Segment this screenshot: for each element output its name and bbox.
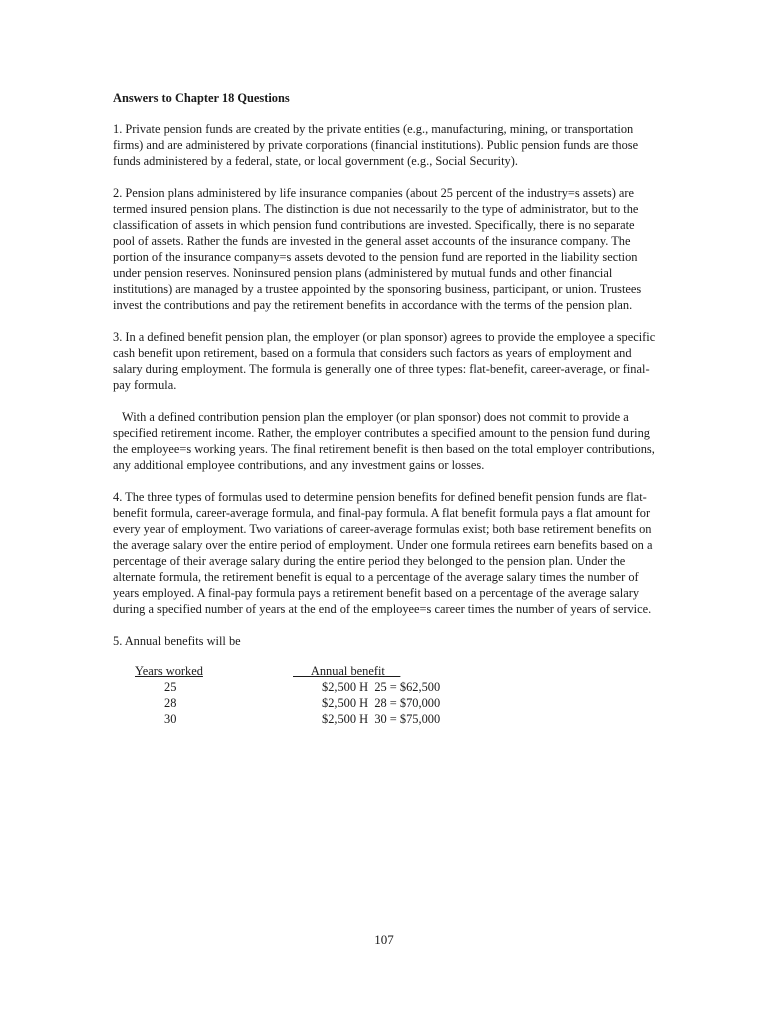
years-cell: 25 — [164, 680, 177, 694]
answer-paragraph-4: 4. The three types of formulas used to determine pension benefits for defined benefit pension funds are flat-benefit formula, career-average formula, and final-pay formula. A flat benefit formula pays a flat amount for every year of employment. Two variations of career-average formulas exist; both base retirement benefits on the average salary over the entire period of employment. Under one formula retirees earn benefits based on a percentage of their average salary during the entire period they belonged to the pension plan. Under the alternate formula, the retirement benefit is equal to a percentage of the average salary times the number of years employed. A final-pay formula pays a retirement benefit based on a percentage of the average salary during a specified number of years at the end of the employee=s career times the number of years of service. — [113, 490, 653, 616]
table-row — [135, 679, 465, 695]
answer-paragraph-1: 1. Private pension funds are created by the private entities (e.g., manufacturing, mining, or transportation firms) and are administered by private corporations (financial institutions). Public pension funds are those funds administered by a federal, state, or local government (e.g., Social Security). — [113, 122, 639, 168]
benefit-cell: $2,500 H 28 = $70,000 — [322, 696, 441, 710]
document-title: Answers to Chapter 18 Questions — [113, 91, 290, 105]
years-cell: 28 — [164, 696, 177, 710]
page-number: 107 — [374, 932, 394, 947]
answer-paragraph-5: 5. Annual benefits will be — [113, 634, 241, 648]
benefit-cell: $2,500 H 30 = $75,000 — [322, 712, 441, 726]
table-row — [135, 711, 465, 727]
answer-paragraph-3: 3. In a defined benefit pension plan, the employer (or plan sponsor) agrees to provide the employee a specific cash benefit upon retirement, based on a formula that considers such factors as years of employment and salary during employment. The formula is generally one of three types: flat-benefit, career-average, or final-pay formula. — [113, 330, 656, 392]
years-cell: 30 — [164, 712, 177, 726]
benefit-cell: $2,500 H 25 = $62,500 — [322, 680, 441, 694]
table-header-row — [135, 663, 465, 679]
document-body — [113, 90, 658, 727]
table-row — [135, 695, 465, 711]
header-annual-benefit: Annual benefit — [293, 664, 401, 678]
answer-paragraph-3-continued: With a defined contribution pension plan the employer (or plan sponsor) does not commit to provide a specified retirement income. Rather, the employer contributes a specified amount to the pension fund during the employee=s working years. The final retirement benefit is then based on the total employer contributions, any additional employee contributions, and any investment gains or losses. — [113, 410, 655, 472]
answer-paragraph-2: 2. Pension plans administered by life insurance companies (about 25 percent of the industry=s assets) are termed insured pension plans. The distinction is due not necessarily to the type of administrator, but to the classification of assets in which pension fund contributions are invested. Specifically, there is no separate pool of assets. Rather the funds are invested in the general asset accounts of the insurance company. The portion of the insurance company=s assets devoted to the pension fund are reported in the liability section under pension reserves. Noninsured pension plans (administered by mutual funds and other financial institutions) are managed by a trustee appointed by the sponsoring business, participant, or union. Trustees invest the contributions and pay the retirement benefits in accordance with the terms of the pension plan. — [113, 186, 642, 312]
header-years-worked: Years worked — [135, 664, 203, 678]
benefits-table — [135, 663, 465, 727]
